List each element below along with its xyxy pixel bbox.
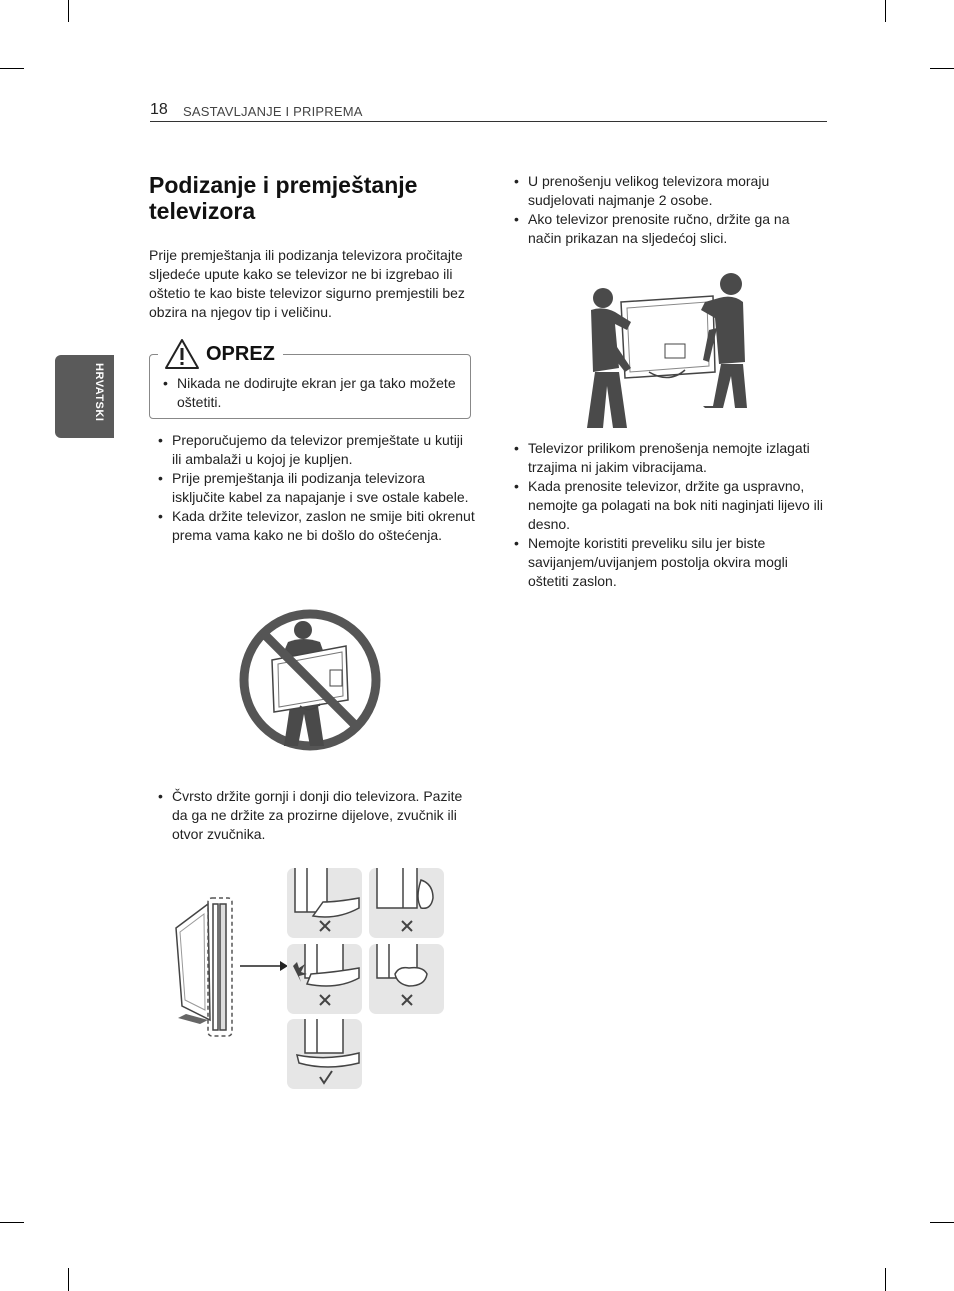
tv-side-view-illustration (170, 890, 290, 1050)
grip-panel-wrong-2 (369, 868, 444, 938)
grip-panel-correct (287, 1019, 362, 1089)
caution-list (163, 374, 463, 412)
list-item: • Kada držite televizor, zaslon ne smije biti okrenut prema vama kako ne bi došlo do oštećenja. (158, 507, 476, 545)
caution-item: • Nikada ne dodirujte ekran jer ga tako možete oštetiti. (163, 374, 463, 412)
grip-panel-wrong-4 (369, 944, 444, 1014)
list-item: • Preporučujemo da televizor premještate u kutiji ili ambalaži u kojoj je kupljen. (158, 431, 476, 469)
prohibited-carry-illustration (238, 608, 382, 752)
list-item: • Ako televizor prenosite ručno, držite ga na način prikazan na sljedećoj slici. (514, 210, 819, 248)
caution-label: OPREZ (206, 342, 275, 365)
crop-mark (885, 0, 886, 22)
header-rule (150, 121, 827, 122)
list-item: • Prije premještanja ili podizanja televizora isključite kabel za napajanje i sve ostale kabele. (158, 469, 476, 507)
two-person-carry-illustration (585, 268, 750, 428)
list-item: • Nemojte koristiti preveliku silu jer biste savijanjem/uvijanjem postolja okvira mogli oštetiti zaslon. (514, 534, 824, 591)
language-tab (55, 355, 114, 438)
right-bullet-list-top (514, 172, 819, 248)
section-title: SASTAVLJANJE I PRIPREMA (183, 104, 363, 119)
crop-mark (930, 68, 954, 69)
crop-mark (930, 1222, 954, 1223)
page-number: 18 (150, 101, 168, 118)
crop-mark (0, 68, 24, 69)
list-item: • Kada prenosite televizor, držite ga uspravno, nemojte ga polagati na bok niti naginjati lijevo ili desno. (514, 477, 824, 534)
crop-mark (68, 1268, 69, 1291)
left-bullet-list (158, 431, 476, 545)
intro-paragraph: Prije premještanja ili podizanja televizora pročitajte sljedeće upute kako se televizor ne bi izgrebao ili oštetio te kao biste televizor sigurno premjestili bez obzira na njegov tip i veličinu. (149, 247, 465, 320)
grip-panel-wrong-1 (287, 868, 362, 938)
list-item: • Televizor prilikom prenošenja nemojte izlagati trzajima ni jakim vibracijama. (514, 439, 824, 477)
list-item: • Čvrsto držite gornji i donji dio televizora. Pazite da ga ne držite za prozirne dijelove, zvučnik ili otvor zvučnika. (158, 787, 476, 844)
warning-triangle-icon (164, 338, 200, 370)
page-title: Podizanje i premještanje televizora (149, 172, 418, 224)
grip-panel-wrong-3 (287, 944, 362, 1014)
right-bullet-list-bottom (514, 439, 824, 591)
list-item: • U prenošenju velikog televizora moraju sudjelovati najmanje 2 osobe. (514, 172, 819, 210)
language-tab-label: HRVATSKI (93, 363, 105, 422)
caution-header (158, 338, 283, 370)
grip-bullet-list (158, 787, 476, 844)
crop-mark (885, 1268, 886, 1291)
crop-mark (0, 1222, 24, 1223)
crop-mark (68, 0, 69, 22)
